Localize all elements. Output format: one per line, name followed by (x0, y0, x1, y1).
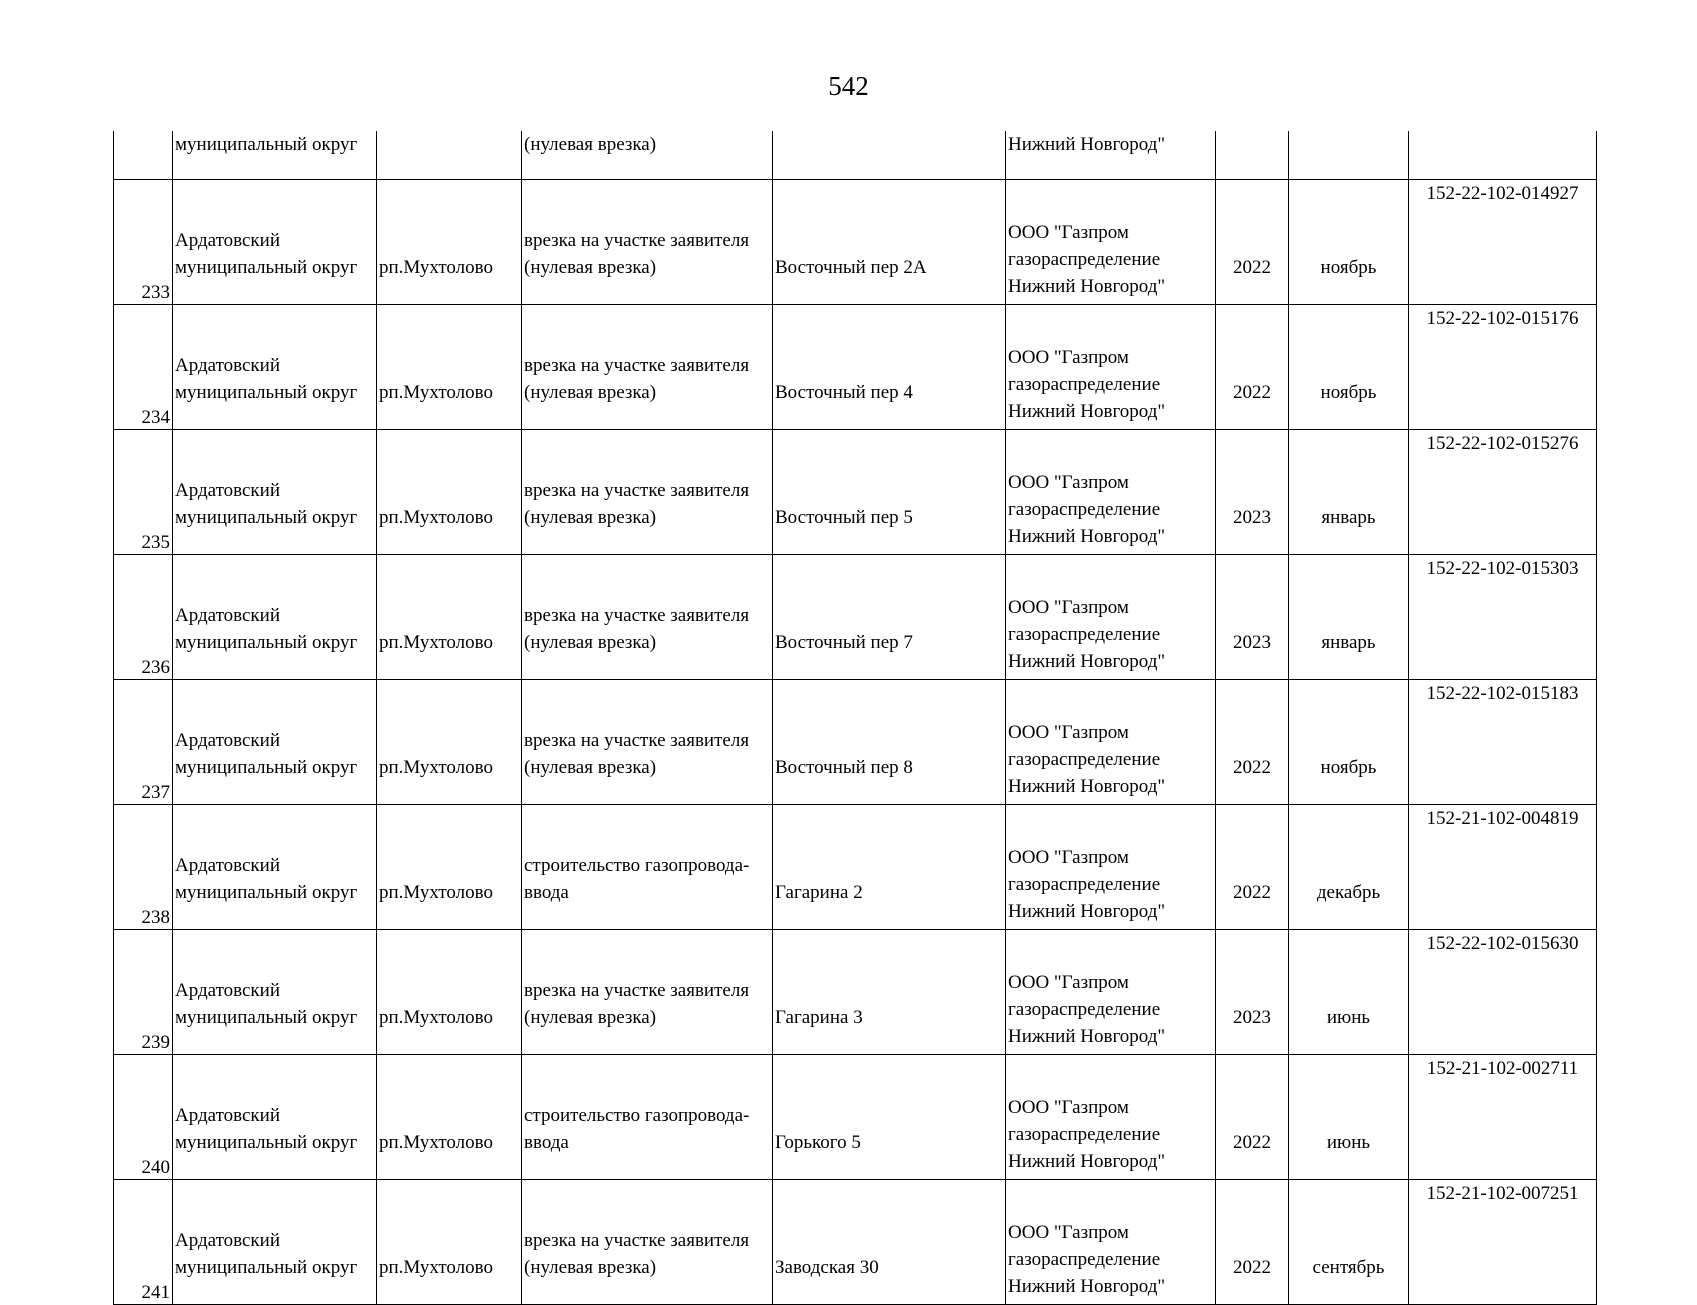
cell-settlement: рп.Мухтолово (377, 680, 522, 805)
cell-work-type: врезка на участке заявителя (нулевая врезка) (522, 930, 773, 1055)
cell-address: Горького 5 (773, 1055, 1006, 1180)
cell-code: 152-22-102-014927 (1409, 180, 1597, 305)
cell-month: январь (1289, 555, 1409, 680)
cell-year: 2023 (1216, 930, 1289, 1055)
cell-code (1409, 131, 1597, 180)
cell-organization: ООО "Газпром газораспределение Нижний Новгород" (1006, 305, 1216, 430)
cell-settlement (377, 131, 522, 180)
cell-number: 237 (114, 680, 173, 805)
table-row (114, 805, 1597, 930)
cell-work-type: врезка на участке заявителя (нулевая врезка) (522, 1180, 773, 1305)
cell-number (114, 131, 173, 180)
cell-organization: ООО "Газпром газораспределение Нижний Новгород" (1006, 1055, 1216, 1180)
cell-work-type: врезка на участке заявителя (нулевая врезка) (522, 680, 773, 805)
cell-work-type: врезка на участке заявителя (нулевая врезка) (522, 430, 773, 555)
table-row (114, 930, 1597, 1055)
cell-organization: ООО "Газпром газораспределение Нижний Новгород" (1006, 930, 1216, 1055)
cell-work-type: врезка на участке заявителя (нулевая врезка) (522, 555, 773, 680)
cell-year: 2023 (1216, 430, 1289, 555)
cell-month: ноябрь (1289, 305, 1409, 430)
cell-work-type: врезка на участке заявителя (нулевая врезка) (522, 305, 773, 430)
cell-district: Ардатовский муниципальный округ (173, 1055, 377, 1180)
table-row (114, 1180, 1597, 1305)
cell-year: 2022 (1216, 805, 1289, 930)
cell-year: 2022 (1216, 180, 1289, 305)
cell-code: 152-21-102-007251 (1409, 1180, 1597, 1305)
cell-number: 234 (114, 305, 173, 430)
cell-settlement: рп.Мухтолово (377, 1055, 522, 1180)
table-row (114, 180, 1597, 305)
cell-number: 233 (114, 180, 173, 305)
cell-district: Ардатовский муниципальный округ (173, 555, 377, 680)
cell-year: 2023 (1216, 555, 1289, 680)
cell-code: 152-21-102-002711 (1409, 1055, 1597, 1180)
table-row (114, 680, 1597, 805)
cell-month: январь (1289, 430, 1409, 555)
cell-district: Ардатовский муниципальный округ (173, 680, 377, 805)
cell-address: Восточный пер 7 (773, 555, 1006, 680)
cell-district: Ардатовский муниципальный округ (173, 305, 377, 430)
cell-code: 152-22-102-015303 (1409, 555, 1597, 680)
cell-settlement: рп.Мухтолово (377, 555, 522, 680)
cell-month: июнь (1289, 930, 1409, 1055)
cell-number: 236 (114, 555, 173, 680)
cell-month: ноябрь (1289, 180, 1409, 305)
cell-organization: ООО "Газпром газораспределение Нижний Новгород" (1006, 180, 1216, 305)
table-row (114, 305, 1597, 430)
cell-address: Гагарина 2 (773, 805, 1006, 930)
cell-month: сентябрь (1289, 1180, 1409, 1305)
cell-year (1216, 131, 1289, 180)
cell-code: 152-22-102-015176 (1409, 305, 1597, 430)
cell-settlement: рп.Мухтолово (377, 805, 522, 930)
table-row (114, 555, 1597, 680)
cell-address: Восточный пер 2А (773, 180, 1006, 305)
cell-number: 239 (114, 930, 173, 1055)
cell-month: ноябрь (1289, 680, 1409, 805)
cell-month: июнь (1289, 1055, 1409, 1180)
cell-code: 152-22-102-015630 (1409, 930, 1597, 1055)
cell-work-type: строительство газопровода- ввода (522, 1055, 773, 1180)
cell-year: 2022 (1216, 1055, 1289, 1180)
cell-number: 240 (114, 1055, 173, 1180)
cell-address (773, 131, 1006, 180)
table-body (114, 131, 1597, 1305)
cell-address: Восточный пер 8 (773, 680, 1006, 805)
cell-month (1289, 131, 1409, 180)
cell-settlement: рп.Мухтолово (377, 930, 522, 1055)
cell-district: Ардатовский муниципальный округ (173, 180, 377, 305)
cell-work-type: врезка на участке заявителя (нулевая врезка) (522, 180, 773, 305)
registry-table (113, 131, 1597, 1305)
cell-organization: Нижний Новгород" (1006, 131, 1216, 180)
cell-work-type: строительство газопровода- ввода (522, 805, 773, 930)
cell-code: 152-22-102-015276 (1409, 430, 1597, 555)
cell-code: 152-22-102-015183 (1409, 680, 1597, 805)
cell-address: Восточный пер 5 (773, 430, 1006, 555)
cell-organization: ООО "Газпром газораспределение Нижний Новгород" (1006, 805, 1216, 930)
cell-code: 152-21-102-004819 (1409, 805, 1597, 930)
cell-district: Ардатовский муниципальный округ (173, 805, 377, 930)
cell-number: 241 (114, 1180, 173, 1305)
cell-settlement: рп.Мухтолово (377, 305, 522, 430)
cell-settlement: рп.Мухтолово (377, 180, 522, 305)
cell-number: 238 (114, 805, 173, 930)
cell-number: 235 (114, 430, 173, 555)
cell-month: декабрь (1289, 805, 1409, 930)
cell-organization: ООО "Газпром газораспределение Нижний Новгород" (1006, 430, 1216, 555)
table-row-continued (114, 131, 1597, 180)
cell-year: 2022 (1216, 305, 1289, 430)
cell-district: Ардатовский муниципальный округ (173, 930, 377, 1055)
cell-organization: ООО "Газпром газораспределение Нижний Новгород" (1006, 680, 1216, 805)
cell-organization: ООО "Газпром газораспределение Нижний Новгород" (1006, 555, 1216, 680)
table-row (114, 1055, 1597, 1180)
cell-year: 2022 (1216, 1180, 1289, 1305)
cell-address: Заводская 30 (773, 1180, 1006, 1305)
table-row (114, 430, 1597, 555)
page-number: 542 (828, 71, 869, 101)
cell-district: Ардатовский муниципальный округ (173, 430, 377, 555)
cell-organization: ООО "Газпром газораспределение Нижний Новгород" (1006, 1180, 1216, 1305)
cell-district: Ардатовский муниципальный округ (173, 1180, 377, 1305)
cell-year: 2022 (1216, 680, 1289, 805)
cell-settlement: рп.Мухтолово (377, 430, 522, 555)
cell-work-type: (нулевая врезка) (522, 131, 773, 180)
cell-district: муниципальный округ (173, 131, 377, 180)
cell-address: Восточный пер 4 (773, 305, 1006, 430)
cell-address: Гагарина 3 (773, 930, 1006, 1055)
cell-settlement: рп.Мухтолово (377, 1180, 522, 1305)
